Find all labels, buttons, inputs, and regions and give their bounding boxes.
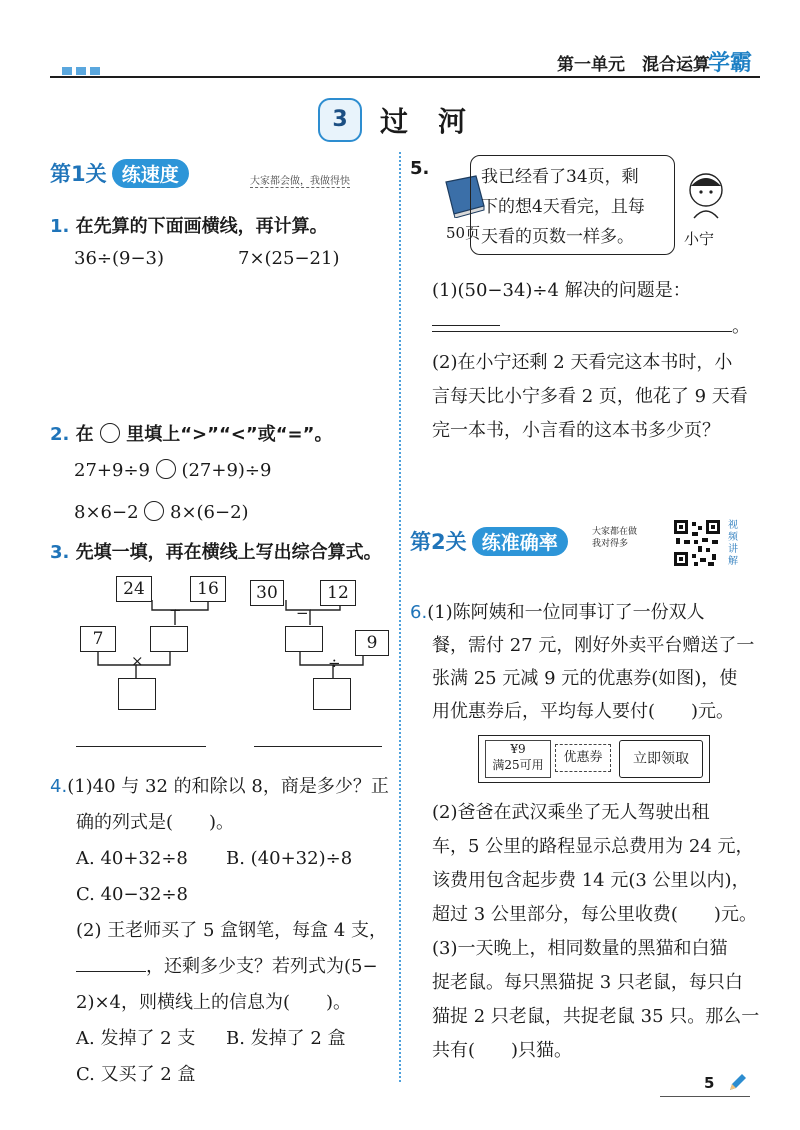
q5-part1-end: 。 [732,316,750,337]
book-label: 50页 [446,224,481,242]
coupon-tag: 优惠券 [555,744,611,772]
person-avatar-icon [684,168,730,224]
q5-part1-text: (1)(50−34)÷4 解决的问题是： [432,280,691,301]
level2-motto-2: 我对得多 [592,539,629,549]
q4-part1-line1: (1)40 与 32 的和除以 8，商是多少？正 [67,776,389,797]
q6-p3-line2: 捉老鼠。每只黑猫捉 3 只老鼠，每只白 [432,972,743,993]
q6-number: 6. [410,602,428,623]
q4-opt-c: C. 40−32÷8 [76,884,188,905]
q4-opt-b: B. (40+32)÷8 [226,848,353,869]
level1-header [50,158,189,188]
q2-text-a: 在 [75,424,94,445]
q3-prompt [50,538,382,564]
q5-part1-line2 [432,312,750,342]
pencil-icon [726,1072,748,1094]
q4-opt-a2: A. 发掉了 2 支 [76,1028,196,1049]
q6-p2-line2: 车，5 公里的路程显示总费用为 24 元， [432,836,754,857]
tree1-op2: × [131,652,144,670]
tree2-c: 9 [355,630,389,656]
q1-text: 在先算的下面画横线，再计算。 [75,216,328,237]
q6-p3-line1: (3)一天晚上，相同数量的黑猫和白猫 [432,938,728,959]
level1-motto: 大家都会做，我做得快 [250,172,350,188]
claim-button[interactable]: 立即领取 [619,740,703,778]
q6-p1-line1: (1)陈阿姨和一位同事订了一份双人 [427,602,705,623]
q4-info-blank[interactable] [76,971,146,972]
tree1-result[interactable] [118,678,156,710]
q3-answer-line-1[interactable] [76,746,206,747]
page-number: 5 [704,1074,715,1092]
tree2-op2: ÷ [328,654,341,672]
q5-part2-line2: 言每天比小宁多看 2 页，他花了 9 天看 [432,386,748,407]
q4-opt-c2: C. 又买了 2 盒 [76,1064,196,1085]
q3-number: 3. [50,542,70,563]
tree2-b: 12 [320,580,356,606]
person-label: 小宁 [684,230,715,248]
q6-p1-line4b: )元。 [691,701,735,722]
q6-p3-line3: 猫捉 2 只老鼠，共捉老鼠 35 只。那么一 [432,1006,760,1027]
q6-part1 [410,596,760,728]
q2-text-b: 里填上“>”“<”或“=”。 [126,424,333,445]
q2-row1 [74,456,271,486]
bubble-line-3: 天看的页数一样多。 [481,227,634,247]
q1-expr1: 36÷(9−3) [74,248,165,269]
q4-opt-a: A. 40+32÷8 [76,848,188,869]
q2-row2 [74,498,249,528]
q5-part2 [432,346,762,448]
coupon-value [485,740,551,778]
q4-part2-line3a: 2)×4，则横线上的信息为( [76,992,291,1013]
q2-row2-left: 8×6−2 [74,502,139,523]
tree1-b: 16 [190,576,226,602]
q5-part1-blank-2[interactable] [432,331,732,332]
compare-circle-icon [100,423,120,443]
coupon-amount: ¥9 [510,742,526,756]
q5-part2-line1: (2)在小宁还剩 2 天看完这本书时，小 [432,352,733,373]
level2-header [410,526,568,556]
q6-part2 [432,796,772,1068]
qr-code-icon[interactable] [672,518,722,568]
q4-opt-b2: B. 发掉了 2 盒 [226,1028,346,1049]
q5-number: 5. [410,158,430,179]
q4-block [50,772,395,1090]
tree1-op1: − [169,601,182,619]
coupon-card [478,735,710,783]
q6-p2-line3: 该费用包含起步费 14 元(3 公里以内)， [432,870,750,891]
q6-p1-line2: 餐，需付 27 元，刚好外卖平台赠送了一 [432,635,755,656]
q3-answer-line-2[interactable] [254,746,382,747]
tree1-c: 7 [80,626,116,652]
level1-pill: 练速度 [112,159,189,188]
q4-part2-line1: (2) 王老师买了 5 盒钢笔，每盒 4 支， [76,920,388,941]
tree2-op1: − [296,604,309,622]
footer-rule [660,1096,750,1097]
q2-row2-right: 8×(6−2) [170,502,249,523]
speech-bubble [470,155,675,255]
level2-motto [592,526,637,550]
compare-circle-input[interactable] [144,501,164,521]
q4-part2-line3b: )。 [326,992,352,1013]
q4-part2-line2: ，还剩多少支？若列式为(5− [146,956,378,977]
coupon-condition: 满25可用 [492,758,544,772]
level2-motto-1: 大家都在做 [592,527,638,537]
q6-p2-line4b: )元。 [713,904,757,925]
q4-number: 4. [50,776,68,797]
q1-number: 1. [50,216,70,237]
level2-pill: 练准确率 [472,527,568,556]
tree1-a: 24 [116,576,152,602]
q6-p3-line4b: )只猫。 [511,1040,573,1061]
q2-prompt [50,420,332,446]
level2-badge: 第2关 [410,530,467,554]
q5-part2-line3: 完一本书，小言看的这本书多少页？ [432,420,720,441]
q2-row1-right: (27+9)÷9 [181,460,272,481]
tree2-blank[interactable] [285,626,323,652]
q2-row1-left: 27+9÷9 [74,460,150,481]
level1-badge: 第1关 [50,162,107,186]
q6-p2-line4a: 超过 3 公里部分，每公里收费( [432,904,678,925]
tree2-a: 30 [250,580,284,606]
unit-title: 第一单元 混合运算 [557,55,710,75]
q1-expr2: 7×(25−21) [238,248,340,269]
tree1-blank[interactable] [150,626,188,652]
q1-prompt [50,212,328,238]
chapter-number: 3 [318,98,362,142]
q6-p2-line1: (2)爸爸在武汉乘坐了无人驾驶出租 [432,802,710,823]
q2-number: 2. [50,424,70,445]
qr-label: 视频讲解 [728,520,738,567]
header-rule [50,76,760,78]
q6-p3-line4a: 共有( [432,1040,476,1061]
tree2-result[interactable] [313,678,351,710]
chapter-title: 过河 [380,105,497,138]
q4-part1-line2b: )。 [209,812,235,833]
bubble-line-1: 我已经看了34页，剩 [481,167,639,187]
brand-logo: 学霸 [707,51,752,76]
q6-p1-line3: 张满 25 元减 9 元的优惠券(如图)，使 [432,668,738,689]
q4-part1-line2a: 确的列式是( [76,812,174,833]
q6-p1-line4a: 用优惠券后，平均每人要付( [432,701,656,722]
bubble-line-2: 下的想4天看完，且每 [481,197,645,217]
compare-circle-input[interactable] [156,459,176,479]
q3-text: 先填一填，再在横线上写出综合算式。 [75,542,382,563]
